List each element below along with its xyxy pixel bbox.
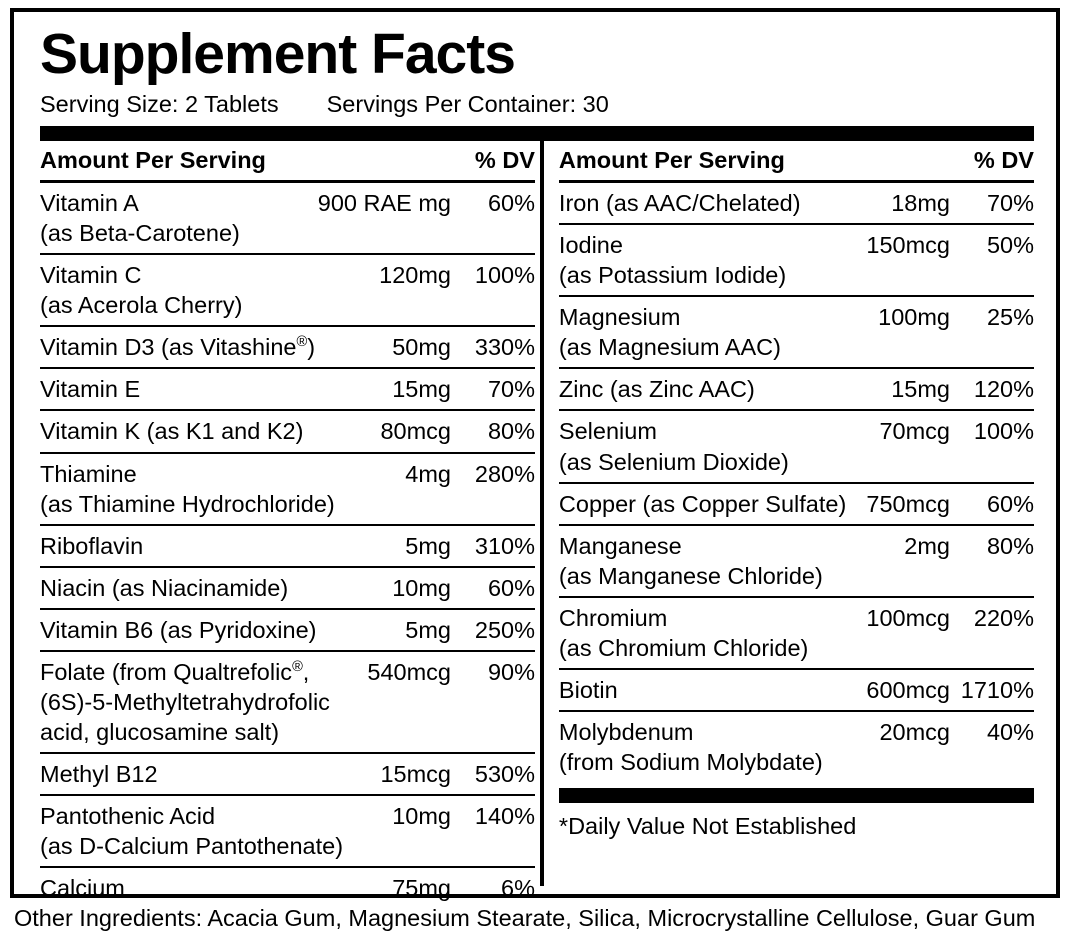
nutrient-source: (as Beta-Carotene) — [40, 220, 240, 247]
nutrient-amount: 10mg — [392, 803, 451, 830]
nutrient-dv: 60% — [487, 574, 535, 601]
nutrient-amount: 120mg — [379, 262, 451, 289]
nutrient-name: Iron (as AAC/Chelated) — [558, 190, 801, 216]
table-row — [40, 183, 535, 255]
nutrient-amount: 900 RAE mg — [317, 190, 451, 216]
table-row — [559, 297, 1034, 369]
nutrient-amount: 750mcg — [866, 490, 950, 517]
serving-size: Serving Size: 2 Tablets — [40, 91, 279, 117]
nutrient-name: Chromium (as Chromium Chloride) — [559, 603, 866, 663]
nutrient-name: Iodine (as Potassium Iodide) — [559, 230, 866, 290]
right-nutrient-rows — [559, 183, 1034, 782]
left-nutrient-rows — [40, 183, 535, 908]
nutrient-dv: 530% — [474, 761, 535, 788]
table-row — [40, 255, 535, 327]
right-column-header — [559, 141, 1034, 183]
nutrient-name: Vitamin B6 (as Pyridoxine) — [40, 616, 317, 643]
nutrient-dv: 310% — [474, 532, 535, 559]
nutrient-amount: 75mg — [392, 875, 451, 902]
servings-per-container: Servings Per Container: 30 — [326, 91, 609, 117]
table-row — [40, 369, 535, 411]
nutrient-source: (as Potassium Iodide) — [558, 262, 787, 289]
nutrient-dv: 90% — [487, 658, 535, 685]
nutrient-amount: 2mg — [904, 532, 950, 559]
table-row — [559, 670, 1034, 712]
left-dv-label: % DV — [474, 147, 535, 173]
nutrient-name: Zinc (as Zinc AAC) — [558, 376, 755, 403]
table-row — [559, 598, 1034, 670]
nutrient-dv: 140% — [474, 803, 535, 830]
nutrient-name: Magnesium (as Magnesium AAC) — [559, 302, 878, 362]
supplement-facts-panel — [10, 8, 1060, 902]
nutrient-dv: 330% — [474, 334, 535, 361]
nutrient-name: Vitamin A (as Beta-Carotene) — [40, 188, 318, 248]
registered-mark: ® — [292, 659, 303, 676]
nutrient-source: (as Magnesium AAC) — [558, 334, 781, 361]
right-dv-label: % DV — [973, 147, 1034, 173]
nutrient-name: Vitamin C (as Acerola Cherry) — [40, 260, 379, 320]
nutrient-amount: 50mg — [392, 334, 451, 361]
nutrient-amount: 5mg — [405, 616, 451, 643]
nutrient-source: (as D-Calcium Pantothenate) — [40, 833, 344, 860]
nutrient-name: Folate (from Qualtrefolic®, (6S)-5-Methyltetrahydrofolic acid, glucosamine salt) — [40, 657, 367, 747]
nutrient-dv: 50% — [986, 232, 1034, 259]
table-row — [40, 568, 535, 610]
daily-value-note: *Daily Value Not Established — [558, 813, 857, 840]
nutrient-amount: 600mcg — [866, 677, 950, 704]
nutrient-dv: 70% — [487, 376, 535, 403]
nutrient-amount: 100mg — [878, 304, 950, 331]
nutrient-name: Methyl B12 — [40, 761, 158, 788]
nutrient-amount: 100mcg — [866, 604, 950, 631]
nutrient-amount: 70mcg — [879, 418, 950, 445]
table-row — [40, 652, 535, 754]
nutrient-dv: 80% — [487, 418, 535, 445]
nutrient-name: Vitamin K (as K1 and K2) — [40, 418, 304, 445]
page-title: Supplement Facts — [40, 22, 515, 86]
left-column-header — [40, 141, 535, 183]
table-row — [40, 868, 535, 908]
nutrient-name: Selenium (as Selenium Dioxide) — [559, 416, 880, 476]
nutrient-amount: 15mg — [392, 376, 451, 403]
nutrient-dv: 60% — [986, 490, 1034, 517]
table-row — [559, 225, 1034, 297]
left-column — [40, 141, 535, 908]
nutrient-dv: 25% — [986, 304, 1034, 331]
top-divider-bar — [40, 126, 1034, 141]
table-row — [40, 327, 535, 369]
nutrient-name: Vitamin E — [40, 376, 141, 403]
nutrient-dv: 70% — [986, 190, 1034, 216]
nutrient-amount: 15mcg — [380, 761, 451, 788]
nutrient-source: (as Thiamine Hydrochloride) — [40, 490, 335, 517]
nutrient-name: Molybdenum (from Sodium Molybdate) — [559, 717, 880, 777]
nutrient-amount: 540mcg — [367, 658, 451, 685]
right-amount-per-serving-label: Amount Per Serving — [558, 147, 785, 173]
nutrient-dv: 280% — [474, 460, 535, 487]
nutrient-amount: 5mg — [405, 532, 451, 559]
table-row — [559, 484, 1034, 526]
table-row — [40, 411, 535, 453]
serving-info — [40, 91, 1034, 118]
nutrient-amount: 4mg — [405, 460, 451, 487]
nutrient-amount: 18mg — [891, 190, 950, 216]
nutrient-dv: 250% — [474, 616, 535, 643]
nutrient-name: Biotin — [558, 677, 618, 704]
nutrient-dv: 60% — [487, 190, 535, 216]
nutrient-dv: 120% — [973, 376, 1034, 403]
table-row — [40, 796, 535, 868]
nutrient-name: Pantothenic Acid (as D-Calcium Pantothenate) — [40, 801, 392, 861]
column-divider — [535, 141, 549, 908]
left-amount-per-serving-label: Amount Per Serving — [40, 147, 266, 173]
nutrient-name: Manganese (as Manganese Chloride) — [559, 531, 904, 591]
nutrient-source: (6S)-5-Methyltetrahydrofolic acid, glucosamine salt) — [40, 689, 330, 746]
nutrient-source: (as Chromium Chloride) — [558, 634, 809, 661]
nutrient-name: Vitamin D3 (as Vitashine®) — [40, 334, 316, 361]
table-row — [559, 183, 1034, 225]
table-row — [40, 610, 535, 652]
nutrient-dv: 80% — [986, 532, 1034, 559]
table-row — [40, 754, 535, 796]
table-row — [559, 712, 1034, 782]
table-row — [559, 369, 1034, 411]
other-ingredients: Other Ingredients: Acacia Gum, Magnesium Stearate, Silica, Microcrystalline Cellulose, Guar Gum — [14, 905, 1036, 931]
nutrient-amount: 150mcg — [866, 232, 950, 259]
nutrient-source: (as Manganese Chloride) — [558, 562, 823, 589]
bottom-divider-bar — [559, 788, 1034, 803]
nutrient-amount: 20mcg — [879, 719, 950, 746]
table-row — [40, 454, 535, 526]
nutrient-dv: 40% — [986, 719, 1034, 746]
nutrient-name: Thiamine (as Thiamine Hydrochloride) — [40, 459, 405, 519]
table-row — [40, 526, 535, 568]
nutrient-dv: 220% — [973, 604, 1034, 631]
nutrient-name: Riboflavin — [40, 532, 144, 559]
nutrient-source: (as Selenium Dioxide) — [558, 448, 789, 475]
nutrient-dv: 6% — [501, 875, 535, 902]
nutrient-source: (from Sodium Molybdate) — [558, 749, 823, 776]
nutrient-dv: 100% — [973, 418, 1034, 445]
nutrient-amount: 15mg — [891, 376, 950, 403]
nutrient-name: Niacin (as Niacinamide) — [40, 574, 289, 601]
registered-mark: ® — [296, 334, 308, 351]
nutrient-name: Calcium — [40, 875, 125, 902]
nutrient-amount: 80mcg — [380, 418, 451, 445]
table-row — [559, 526, 1034, 598]
nutrient-columns — [40, 141, 1034, 908]
nutrient-amount: 10mg — [392, 574, 451, 601]
table-row — [559, 411, 1034, 483]
nutrient-name: Copper (as Copper Sulfate) — [558, 490, 847, 517]
nutrient-source: (as Acerola Cherry) — [40, 292, 243, 319]
nutrient-dv: 1710% — [960, 677, 1034, 704]
nutrient-dv: 100% — [474, 262, 535, 289]
right-column — [549, 141, 1034, 908]
